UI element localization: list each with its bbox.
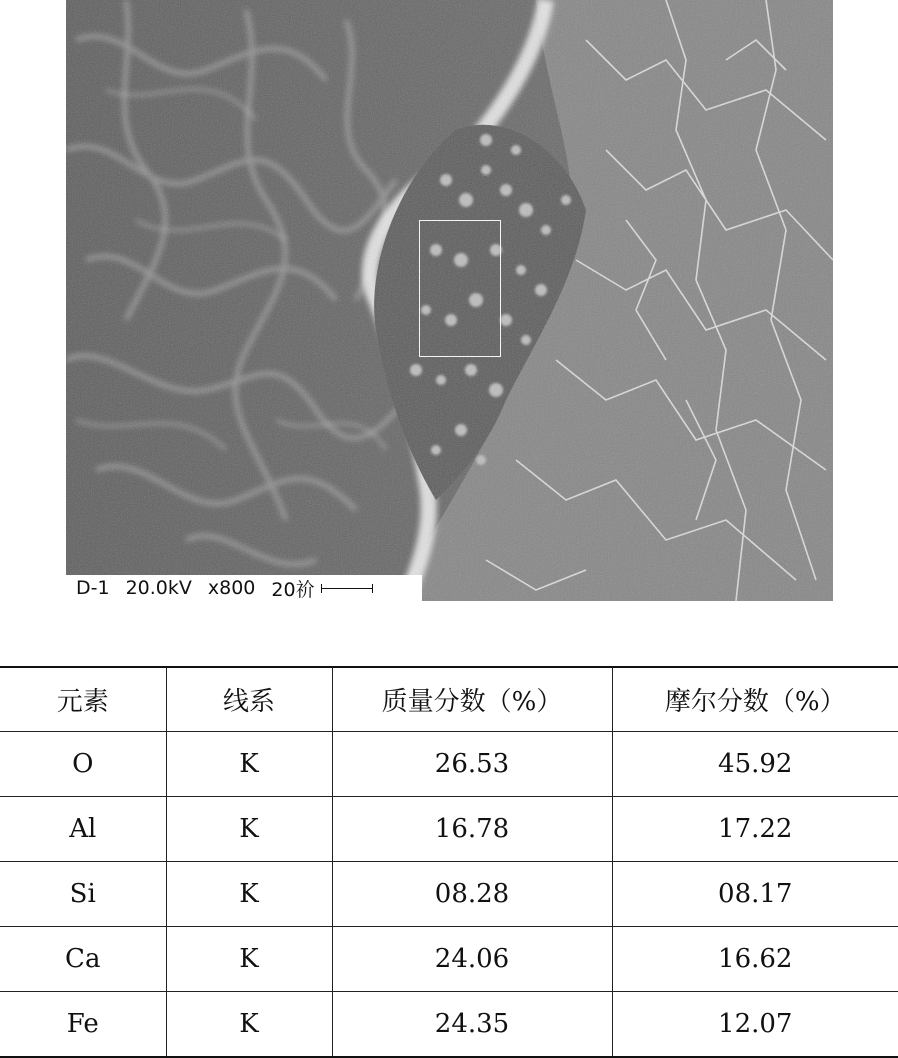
scale-bar-icon	[321, 583, 373, 593]
cell-mass: 26.53	[332, 732, 612, 797]
cell-element: Al	[0, 797, 166, 862]
header-molar-fraction: 摩尔分数（%）	[612, 667, 898, 732]
cell-element: O	[0, 732, 166, 797]
scale-label: 20祄	[271, 578, 315, 601]
cell-line: K	[166, 992, 332, 1058]
table-row	[0, 797, 898, 862]
cell-mass: 24.06	[332, 927, 612, 992]
table-row	[0, 862, 898, 927]
cell-molar: 08.17	[612, 862, 898, 927]
cell-molar: 12.07	[612, 992, 898, 1058]
cell-molar: 45.92	[612, 732, 898, 797]
header-line-series: 线系	[166, 667, 332, 732]
cell-line: K	[166, 927, 332, 992]
sem-caption-bar	[66, 575, 422, 601]
table-row	[0, 732, 898, 797]
voltage-label: 20.0kV	[125, 577, 192, 599]
cell-line: K	[166, 797, 332, 862]
header-mass-fraction: 质量分数（%）	[332, 667, 612, 732]
cell-molar: 16.62	[612, 927, 898, 992]
element-composition-table	[0, 666, 898, 1058]
sem-micrograph	[66, 0, 833, 601]
cell-line: K	[166, 732, 332, 797]
cell-element: Fe	[0, 992, 166, 1058]
analysis-region-box	[419, 220, 501, 357]
cell-mass: 16.78	[332, 797, 612, 862]
table-row	[0, 992, 898, 1058]
cell-molar: 17.22	[612, 797, 898, 862]
table-row	[0, 927, 898, 992]
table-header-row	[0, 667, 898, 732]
magnification-label: x800	[207, 577, 256, 599]
cell-mass: 24.35	[332, 992, 612, 1058]
cell-line: K	[166, 862, 332, 927]
cell-element: Ca	[0, 927, 166, 992]
sample-id: D-1	[76, 577, 110, 599]
cell-element: Si	[0, 862, 166, 927]
cell-mass: 08.28	[332, 862, 612, 927]
header-element: 元素	[0, 667, 166, 732]
